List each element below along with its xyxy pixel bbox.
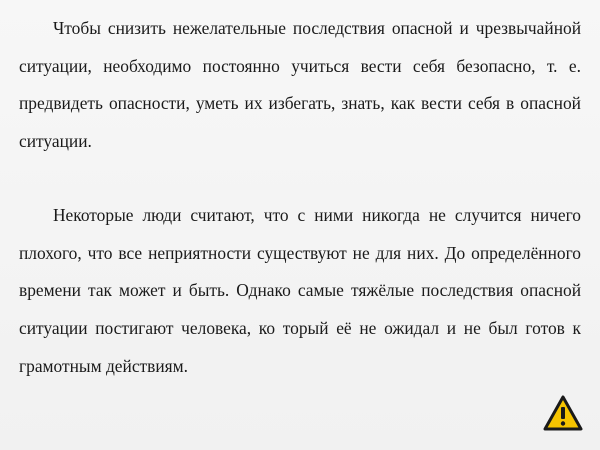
- paragraph-1: Чтобы снизить нежелательные последствия опасной и чрезвычайной ситуации, необходимо постоянно учиться вести себя безопасно, т. е. предвидеть опасности, уметь их избегать, знать, как вести себя в опасной ситуации.: [19, 18, 581, 152]
- paragraph-2: Некоторые люди считают, что с ними никогда не случится ничего плохого, что все неприятности существуют не для них. До определённого времени так может и быть. Однако самые тяжёлые последствия опасной ситуации постигают человека, ко торый её не ожидал и не был готов к грамотным действиям.: [19, 205, 581, 376]
- warning-icon: [543, 395, 583, 431]
